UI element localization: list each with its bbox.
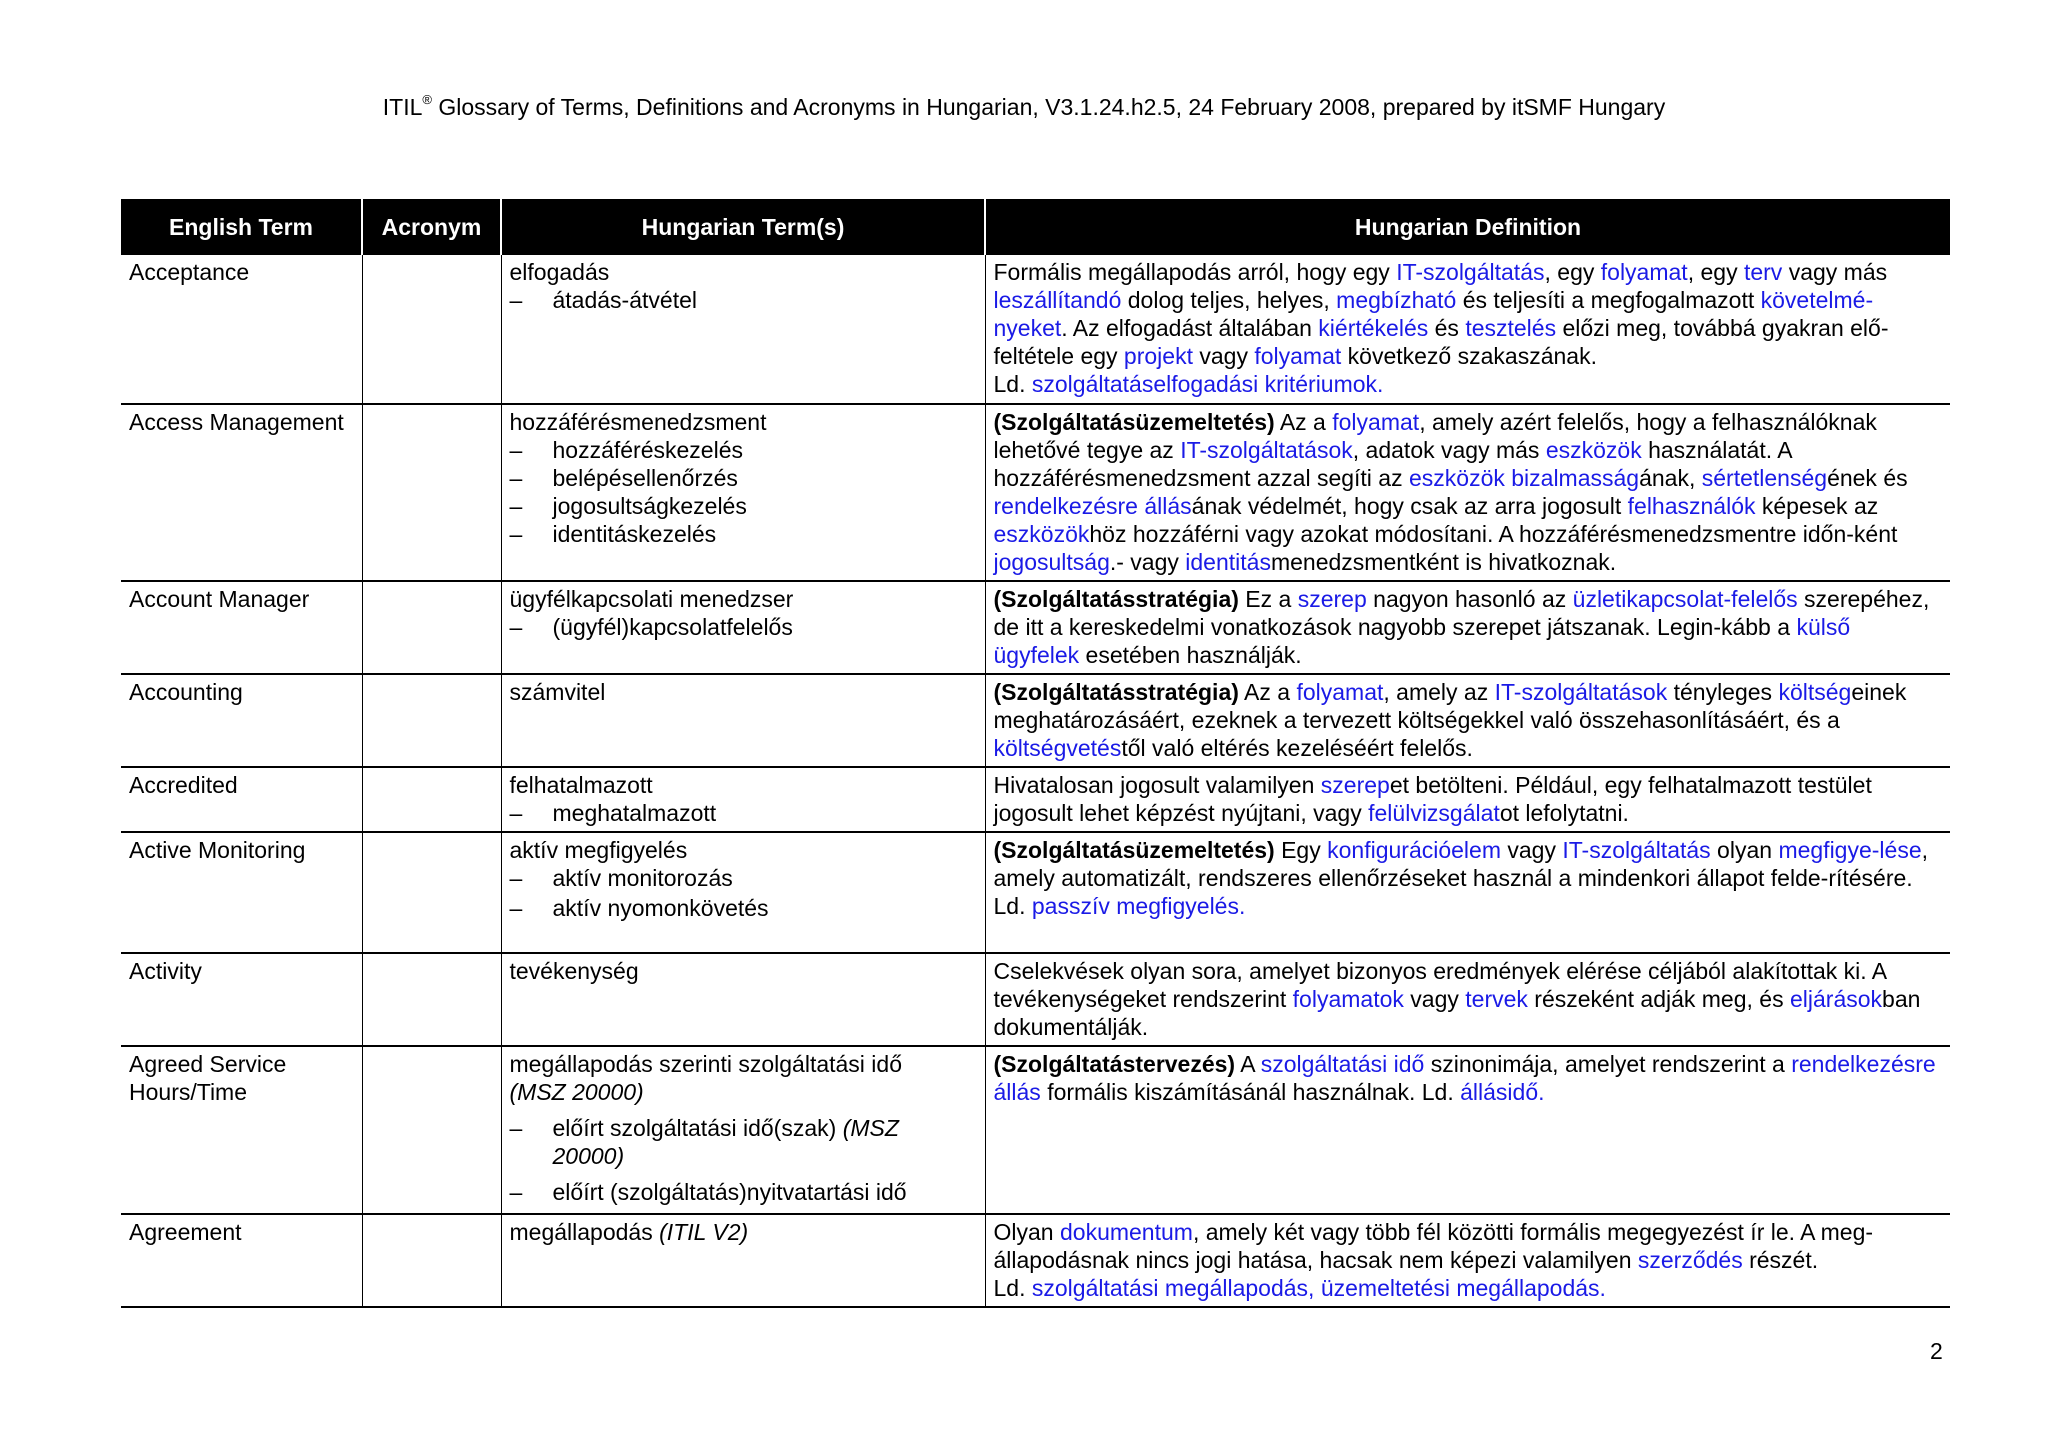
table-row (121, 674, 1950, 767)
acronym (362, 832, 501, 953)
hungarian-terms: aktív megfigyelés – aktív monitorozás – aktív nyomonkövetés (501, 832, 985, 953)
term-link[interactable]: dokumentum (1059, 1219, 1193, 1245)
table-row (121, 953, 1950, 1046)
english-term: Access Management (121, 404, 362, 581)
table-row (121, 255, 1950, 404)
term-link[interactable]: folyamatok (1292, 986, 1404, 1012)
definition: (Szolgáltatásstratégia) Az a folyamat, amely az IT-szolgáltatások tényleges költségeinek meghatározásáért, ezeknek a tervezett költségekkel való összehasonlításáért, és a költségvetéstől való eltérés kezeléséért felelős. (985, 674, 1950, 767)
term-link[interactable]: megbízható (1336, 287, 1457, 313)
term-link[interactable]: szolgáltatási megállapodás (1031, 1275, 1309, 1301)
term-link[interactable]: szolgáltatáselfogadási kritériumok. (1031, 371, 1384, 397)
definition: (Szolgáltatásüzemeltetés) Egy konfigurációelem vagy IT-szolgáltatás olyan megfigye-lése, amely automatizált, rendszeres ellenőrzéseket használ a mindenkori állapot felde-rítésére. Ld. passzív megfigyelés. (985, 832, 1950, 953)
term-link[interactable]: jogosultság (993, 549, 1110, 575)
term-link[interactable]: tervek (1465, 986, 1528, 1012)
definition: Cselekvések olyan sora, amelyet bizonyos eredmények elérése céljából alakítottak ki. A tevékenységeket rendszerint folyamatok vagy tervek részeként adják meg, és eljárásokban dokumentálják. (985, 953, 1950, 1046)
acronym (362, 1046, 501, 1214)
term-link[interactable]: folyamat (1600, 259, 1688, 285)
term-link[interactable]: követelmé-nyeket (993, 287, 1874, 341)
english-term: Active Monitoring (121, 832, 362, 953)
term-link[interactable]: költségvetés (993, 735, 1122, 761)
definition: Olyan dokumentum, amely két vagy több fél közötti formális megegyezést ír le. A meg-állapodásnak nincs jogi hatása, hacsak nem képezi valamilyen szerződés részét. Ld. szolgáltatási megállapodás, üzemeltetési megállapodás. (985, 1214, 1950, 1307)
acronym (362, 255, 501, 404)
term-link[interactable]: felülvizsgálat (1368, 800, 1500, 826)
page-header: ITIL® Glossary of Terms, Definitions and Acronyms in Hungarian, V3.1.24.h2.5, 24 February 2008, prepared by itSMF Hungary (382, 92, 1666, 120)
hungarian-terms: hozzáférésmenedzsment – hozzáféréskezelés – belépésellenőrzés – jogosultságkezelés – identitáskezelés (501, 404, 985, 581)
hungarian-terms: megállapodás (ITIL V2) (501, 1214, 985, 1307)
term-link[interactable]: szolgáltatási idő (1260, 1051, 1425, 1077)
english-term: Activity (121, 953, 362, 1046)
definition: (Szolgáltatásüzemeltetés) Az a folyamat, amely azért felelős, hogy a felhasználóknak lehetővé tegye az IT-szolgáltatások, adatok vagy más eszközök használatát. A hozzáférésmenedzsment azzal segíti az eszközök bizalmasságának, sértetlenségének és rendelkezésre állásának védelmét, hogy csak az arra jogosult felhasználók képesek az eszközökhöz hozzáférni vagy azokat módosítani. A hozzáférésmenedzsmentre időn-ként jogosultság.- vagy identitásmenedzsmentként is hivatkoznak. (985, 404, 1950, 581)
term-link[interactable]: külső ügyfelek (993, 614, 1851, 668)
term-link[interactable]: folyamat (1254, 343, 1342, 369)
hungarian-terms: megállapodás szerinti szolgáltatási idő (MSZ 20000) – előírt szolgáltatási idő(szak) (MSZ 20000) – előírt (szolgáltatás)nyitvatartási idő (501, 1046, 985, 1214)
term-link[interactable]: passzív megfigyelés. (1031, 893, 1246, 919)
term-link[interactable]: eszközök (993, 521, 1090, 547)
hungarian-terms: tevékenység (501, 953, 985, 1046)
term-link[interactable]: költség (1778, 679, 1852, 705)
glossary-table (121, 199, 1950, 1308)
term-link[interactable]: tesztelés (1465, 315, 1557, 341)
term-link[interactable]: üzemeltetési megállapodás. (1320, 1275, 1606, 1301)
hungarian-terms: felhatalmazott – meghatalmazott (501, 767, 985, 832)
term-link[interactable]: üzletikapcsolat-felelős (1572, 586, 1798, 612)
term-link[interactable]: eljárások (1789, 986, 1883, 1012)
term-link[interactable]: folyamat (1296, 679, 1384, 705)
page-number: 2 (1930, 1338, 1943, 1364)
term-link[interactable]: IT-szolgáltatás (1562, 837, 1711, 863)
english-term: Agreed Service Hours/Time (121, 1046, 362, 1214)
table-row (121, 404, 1950, 581)
table-row (121, 832, 1950, 953)
term-link[interactable]: folyamat (1332, 409, 1420, 435)
col-hungarian-definition: Hungarian Definition (985, 199, 1950, 255)
term-link[interactable]: szerep (1297, 586, 1367, 612)
term-link[interactable]: szerződés (1637, 1247, 1743, 1273)
col-acronym: Acronym (362, 199, 501, 255)
acronym (362, 767, 501, 832)
english-term: Account Manager (121, 581, 362, 674)
definition: Hivatalosan jogosult valamilyen szerepet betölteni. Például, egy felhatalmazott testület jogosult lehet képzést nyújtani, vagy felülvizsgálatot lefolytatni. (985, 767, 1950, 832)
definition: Formális megállapodás arról, hogy egy IT-szolgáltatás, egy folyamat, egy terv vagy más leszállítandó dolog teljes, helyes, megbízható és teljesíti a megfogalmazott követelmé-nyeket. Az elfogadást általában kiértékelés és tesztelés előzi meg, továbbá gyakran elő-feltétele egy projekt vagy folyamat következő szakaszának. Ld. szolgáltatáselfogadási kritériumok. (985, 255, 1950, 404)
term-link[interactable]: projekt (1123, 343, 1193, 369)
term-link[interactable]: IT-szolgáltatások (1494, 679, 1668, 705)
term-link[interactable]: IT-szolgáltatás (1396, 259, 1545, 285)
col-english-term: English Term (121, 199, 362, 255)
table-header-row (121, 199, 1950, 255)
acronym (362, 404, 501, 581)
term-link[interactable]: állásidő. (1460, 1079, 1545, 1105)
hungarian-terms: számvitel (501, 674, 985, 767)
table-row (121, 767, 1950, 832)
term-link[interactable]: rendelkezésre állás (993, 1051, 1936, 1105)
col-hungarian-terms: Hungarian Term(s) (501, 199, 985, 255)
acronym (362, 581, 501, 674)
english-term: Agreement (121, 1214, 362, 1307)
term-link[interactable]: identitás (1185, 549, 1271, 575)
term-link[interactable]: szerep (1320, 772, 1390, 798)
term-link[interactable]: rendelkezésre állás (993, 493, 1192, 519)
english-term: Accounting (121, 674, 362, 767)
term-link[interactable]: kiértékelés (1318, 315, 1429, 341)
term-link[interactable]: leszállítandó (993, 287, 1122, 313)
table-row (121, 581, 1950, 674)
term-link[interactable]: bizalmasság (1511, 465, 1640, 491)
term-link[interactable]: eszközök (1408, 465, 1505, 491)
hungarian-terms: ügyfélkapcsolati menedzser – (ügyfél)kapcsolatfelelős (501, 581, 985, 674)
hungarian-terms: elfogadás – átadás-átvétel (501, 255, 985, 404)
term-link[interactable]: konfigurációelem (1327, 837, 1501, 863)
term-link[interactable]: terv (1743, 259, 1783, 285)
acronym (362, 674, 501, 767)
term-link[interactable]: IT-szolgáltatások (1180, 437, 1353, 463)
term-link[interactable]: felhasználók (1627, 493, 1756, 519)
acronym (362, 953, 501, 1046)
acronym (362, 1214, 501, 1307)
definition: (Szolgáltatástervezés) A szolgáltatási idő szinonimája, amelyet rendszerint a rendelkezésre állás formális kiszámításánál használnak. Ld. állásidő. (985, 1046, 1950, 1214)
definition: (Szolgáltatásstratégia) Ez a szerep nagyon hasonló az üzletikapcsolat-felelős szerepéhez, de itt a kereskedelmi vonatkozások nagyobb szerepet játszanak. Legin-kább a külső ügyfelek esetében használják. (985, 581, 1950, 674)
table-row (121, 1214, 1950, 1307)
english-term: Acceptance (121, 255, 362, 404)
term-link[interactable]: megfigye-lése (1778, 837, 1922, 863)
term-link[interactable]: eszközök (1545, 437, 1642, 463)
term-link[interactable]: sértetlenség (1701, 465, 1828, 491)
english-term: Accredited (121, 767, 362, 832)
table-row (121, 1046, 1950, 1214)
